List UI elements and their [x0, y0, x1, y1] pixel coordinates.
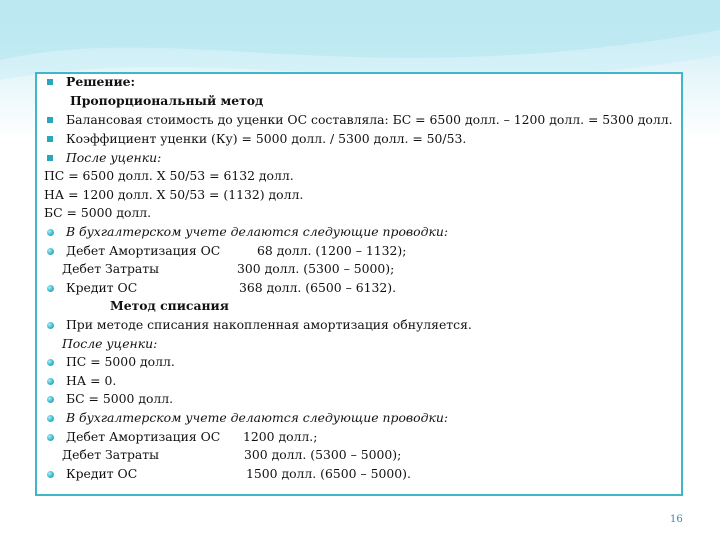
- method-heading-proportional: Пропорциональный метод: [70, 93, 264, 108]
- text-line: В бухгалтерском учете делаются следующие проводки:: [66, 410, 449, 425]
- entry-line: [66, 428, 466, 446]
- square-bullet-icon: [47, 117, 53, 123]
- text-line: ПС = 5000 долл.: [66, 354, 175, 369]
- text-line: БС = 5000 долл.: [44, 205, 152, 220]
- round-bullet-icon: [47, 359, 54, 366]
- entry-line: [66, 279, 466, 297]
- round-bullet-icon: [47, 396, 54, 403]
- round-bullet-icon: [47, 415, 54, 422]
- entry-account: Дебет Амортизация ОС: [66, 429, 221, 444]
- entry-amount: 1500 долл. (6500 – 5000).: [246, 466, 411, 481]
- text-line: ПС = 6500 долл. Х 50/53 = 6132 долл.: [44, 168, 294, 183]
- entry-account: Кредит ОС: [66, 466, 138, 481]
- entry-line: [66, 465, 466, 483]
- entry-line: [62, 260, 462, 278]
- text-line: После уценки:: [62, 336, 158, 351]
- round-bullet-icon: [47, 285, 54, 292]
- entry-line: [66, 242, 466, 260]
- entry-account: Кредит ОС: [66, 280, 138, 295]
- round-bullet-icon: [47, 471, 54, 478]
- text-line: В бухгалтерском учете делаются следующие проводки:: [66, 224, 449, 239]
- entry-account: Дебет Затраты: [62, 261, 159, 276]
- square-bullet-icon: [47, 136, 53, 142]
- entry-amount: 368 долл. (6500 – 6132).: [239, 280, 397, 295]
- entry-amount: 68 долл. (1200 – 1132);: [257, 243, 407, 258]
- text-line: Балансовая стоимость до уценки ОС составляла: БС = 6500 долл. – 1200 долл. = 5300 долл.: [66, 112, 673, 127]
- round-bullet-icon: [47, 322, 54, 329]
- round-bullet-icon: [47, 229, 54, 236]
- text-line: При методе списания накопленная амортизация обнуляется.: [66, 317, 472, 332]
- text-line: Коэффициент уценки (Ку) = 5000 долл. / 5300 долл. = 50/53.: [66, 131, 467, 146]
- text-line: После уценки:: [66, 150, 162, 165]
- round-bullet-icon: [47, 434, 54, 441]
- round-bullet-icon: [47, 248, 54, 255]
- entry-amount: 300 долл. (5300 – 5000);: [237, 261, 395, 276]
- text-line: НА = 0.: [66, 373, 117, 388]
- square-bullet-icon: [47, 79, 53, 85]
- entry-amount: 300 долл. (5300 – 5000);: [244, 447, 402, 462]
- entry-account: Дебет Затраты: [62, 447, 159, 462]
- text-line: НА = 1200 долл. Х 50/53 = (1132) долл.: [44, 187, 304, 202]
- square-bullet-icon: [47, 155, 53, 161]
- text-line: БС = 5000 долл.: [66, 391, 174, 406]
- entry-account: Дебет Амортизация ОС: [66, 243, 221, 258]
- entry-amount: 1200 долл.;: [243, 429, 318, 444]
- page-number: 16: [670, 514, 683, 525]
- entry-line: [62, 446, 462, 464]
- method-heading-writeoff: Метод списания: [110, 298, 229, 313]
- solution-heading: Решение:: [66, 74, 136, 89]
- round-bullet-icon: [47, 378, 54, 385]
